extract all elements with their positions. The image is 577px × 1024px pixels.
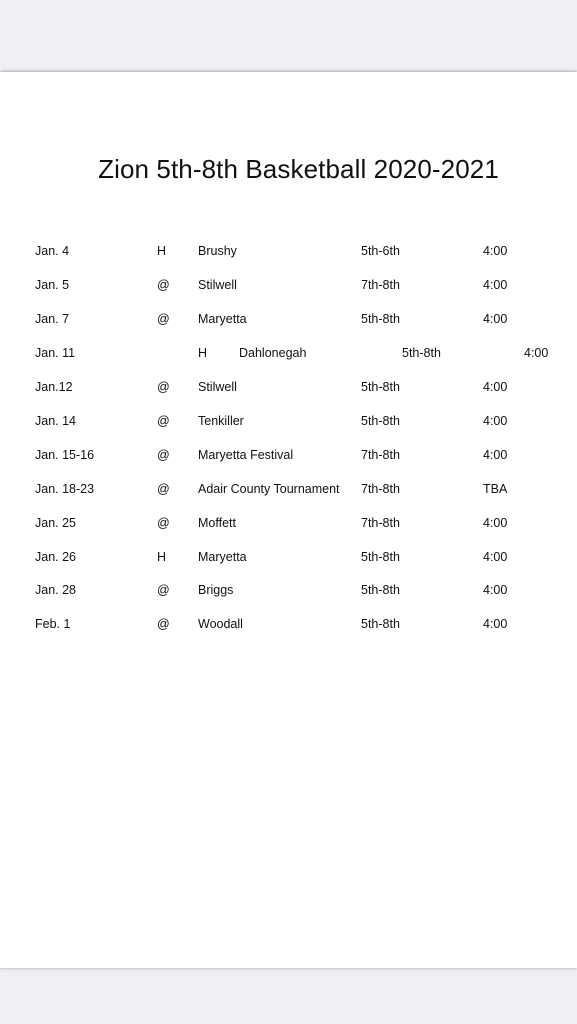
schedule-row xyxy=(0,617,577,637)
opponent: Woodall xyxy=(198,617,243,631)
schedule-row xyxy=(0,448,577,468)
schedule-row xyxy=(0,482,577,502)
game-date: Jan. 18-23 xyxy=(35,482,95,496)
document-page xyxy=(0,72,577,968)
game-date: Jan. 26 xyxy=(35,550,77,564)
grades: 7th-8th xyxy=(361,448,400,462)
game-time: 4:00 xyxy=(483,550,508,564)
game-date: Jan. 15-16 xyxy=(35,448,95,462)
grades: 5th-8th xyxy=(361,312,400,326)
grades: 5th-8th xyxy=(361,414,400,428)
opponent: Dahlonegah xyxy=(239,346,307,360)
home-away: @ xyxy=(157,278,170,292)
opponent: Brushy xyxy=(198,244,237,258)
grades: 5th-8th xyxy=(361,380,400,394)
grades: 7th-8th xyxy=(361,516,400,530)
opponent: Maryetta xyxy=(198,550,247,564)
home-away: H xyxy=(157,550,167,564)
game-time: 4:00 xyxy=(483,312,508,326)
game-time: TBA xyxy=(483,482,508,496)
game-time: 4:00 xyxy=(524,346,549,360)
game-date: Jan. 5 xyxy=(35,278,70,292)
game-date: Jan. 28 xyxy=(35,583,77,597)
opponent: Maryetta xyxy=(198,312,247,326)
schedule-row xyxy=(0,278,577,298)
game-date: Jan. 4 xyxy=(35,244,70,258)
game-time: 4:00 xyxy=(483,516,508,530)
game-date: Jan. 11 xyxy=(35,346,76,360)
grades: 5th-8th xyxy=(361,583,400,597)
opponent: Adair County Tournament xyxy=(198,482,340,496)
schedule-row xyxy=(0,244,577,264)
game-time: 4:00 xyxy=(483,583,508,597)
game-time: 4:00 xyxy=(483,244,508,258)
game-date: Jan. 25 xyxy=(35,516,77,530)
grades: 5th-6th xyxy=(361,244,400,258)
game-date: Jan. 14 xyxy=(35,414,77,428)
opponent: Maryetta Festival xyxy=(198,448,294,462)
opponent: Moffett xyxy=(198,516,236,530)
opponent: Stilwell xyxy=(198,380,237,394)
schedule-row xyxy=(0,414,577,434)
game-time: 4:00 xyxy=(483,617,508,631)
home-away: @ xyxy=(157,380,170,394)
schedule-row xyxy=(0,583,577,603)
home-away: @ xyxy=(157,312,170,326)
home-away: @ xyxy=(157,414,170,428)
home-away: @ xyxy=(157,482,170,496)
game-date: Jan. 7 xyxy=(35,312,70,326)
grades: 7th-8th xyxy=(361,278,400,292)
opponent: Stilwell xyxy=(198,278,237,292)
home-away: H xyxy=(198,346,208,360)
home-away: @ xyxy=(157,617,170,631)
grades: 5th-8th xyxy=(361,550,400,564)
opponent: Tenkiller xyxy=(198,414,244,428)
grades: 5th-8th xyxy=(361,617,400,631)
home-away: @ xyxy=(157,583,170,597)
game-time: 4:00 xyxy=(483,414,508,428)
game-date: Jan.12 xyxy=(35,380,73,394)
game-date: Feb. 1 xyxy=(35,617,71,631)
home-away: H xyxy=(157,244,167,258)
grades: 7th-8th xyxy=(361,482,400,496)
game-time: 4:00 xyxy=(483,448,508,462)
schedule-row xyxy=(0,346,577,366)
grades: 5th-8th xyxy=(402,346,441,360)
page-title: Zion 5th-8th Basketball 2020-2021 xyxy=(98,154,499,184)
schedule-row xyxy=(0,312,577,332)
opponent: Briggs xyxy=(198,583,234,597)
home-away: @ xyxy=(157,516,170,530)
schedule-row xyxy=(0,516,577,536)
schedule-row xyxy=(0,550,577,570)
game-time: 4:00 xyxy=(483,380,508,394)
home-away: @ xyxy=(157,448,170,462)
schedule-row xyxy=(0,380,577,400)
game-time: 4:00 xyxy=(483,278,508,292)
